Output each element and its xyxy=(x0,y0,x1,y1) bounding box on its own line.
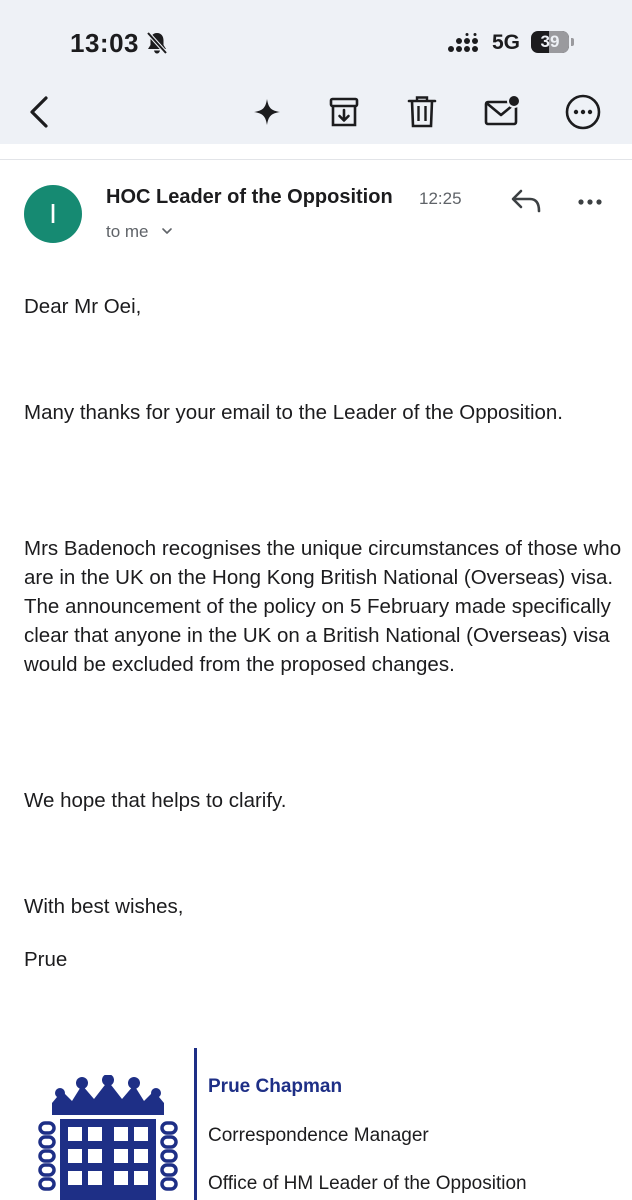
bell-muted-icon xyxy=(146,31,168,55)
sparkle-icon[interactable] xyxy=(247,92,287,132)
trash-icon[interactable] xyxy=(402,92,442,132)
mark-unread-icon[interactable] xyxy=(482,92,522,132)
sign-off: With best wishes, xyxy=(24,895,184,918)
recipient-details-toggle[interactable]: to me xyxy=(106,222,149,241)
sender-signoff-name: Prue xyxy=(24,948,68,971)
status-time: 13:03 xyxy=(70,28,139,58)
battery-tip xyxy=(571,38,574,46)
header-divider xyxy=(0,159,632,160)
reply-icon[interactable] xyxy=(510,187,542,215)
signature-divider xyxy=(194,1048,197,1200)
sender-name[interactable]: HOC Leader of the Opposition xyxy=(106,186,393,208)
portcullis-logo xyxy=(38,1075,178,1200)
battery-level: 39 xyxy=(540,32,560,51)
chevron-down-icon[interactable] xyxy=(161,225,173,237)
sender-avatar[interactable]: I xyxy=(24,185,82,243)
signature-office: Office of HM Leader of the Opposition xyxy=(208,1173,527,1194)
signature-title: Correspondence Manager xyxy=(208,1125,429,1146)
status-bar xyxy=(0,0,632,86)
body-paragraph: Mrs Badenoch recognises the unique circumstances of those who are in the UK on the Hong Kong British National (Overseas) visa. The announcement of the policy on 5 February made specifically clear that anyone in the UK on a British National (Overseas) visa would be excluded from the proposed changes. xyxy=(24,537,622,676)
email-more-icon[interactable] xyxy=(576,192,604,212)
back-icon[interactable] xyxy=(20,92,60,132)
body-paragraph: Many thanks for your email to the Leader of the Opposition. xyxy=(24,401,563,424)
network-type: 5G xyxy=(492,31,521,54)
archive-icon[interactable] xyxy=(324,92,364,132)
email-time: 12:25 xyxy=(419,189,462,208)
more-options-icon[interactable] xyxy=(563,92,603,132)
body-paragraph: We hope that helps to clarify. xyxy=(24,789,287,812)
signature-name: Prue Chapman xyxy=(208,1076,343,1097)
greeting: Dear Mr Oei, xyxy=(24,295,142,318)
cellular-signal-icon xyxy=(448,33,482,53)
